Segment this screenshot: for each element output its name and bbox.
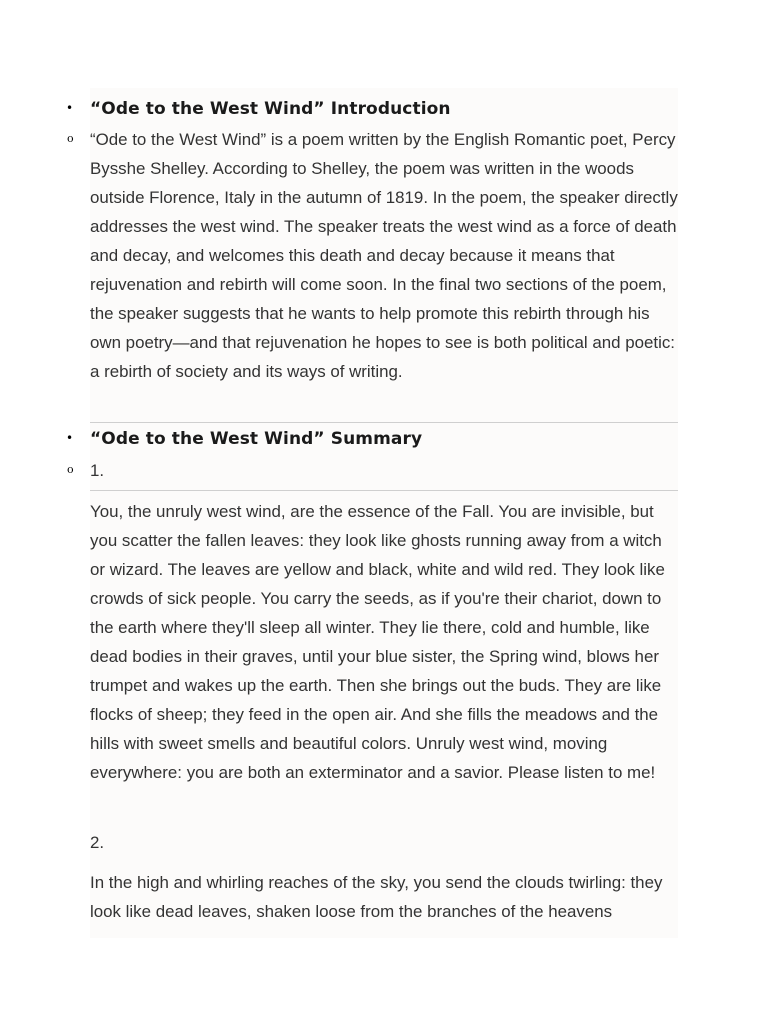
section-heading-introduction: “Ode to the West Wind” Introduction (90, 99, 451, 119)
bullet-icon: • (66, 101, 74, 115)
sub-bullet-icon: o (67, 132, 74, 145)
section-heading-summary: “Ode to the West Wind” Summary (90, 429, 423, 449)
bullet-icon: • (66, 431, 74, 445)
summary-part-2-paragraph: In the high and whirling reaches of the sky, you send the clouds twirling: they look like dead leaves, shaken loose from the branches of the heavens (90, 873, 663, 921)
introduction-paragraph: “Ode to the West Wind” is a poem written by the English Romantic poet, Percy Bysshe Shelley. According to Shelley, the poem was written in the woods outside Florence, Italy in the autumn of 1819. In the poem, the speaker directly addresses the west wind. The speaker treats the west wind as a force of death and decay, and welcomes this death and decay because it means that rejuvenation and rebirth will come soon. In the final two sections of the poem, the speaker suggests that he wants to help promote this rebirth through his own poetry—and that rejuvenation he hopes to see is both political and poetic: a rebirth of society and its ways of writing. (90, 130, 678, 381)
summary-divider (90, 490, 678, 491)
summary-part-2-number: 2. (90, 833, 105, 852)
summary-part-1-number: 1. (90, 461, 105, 480)
summary-part-1-paragraph: You, the unruly west wind, are the essence of the Fall. You are invisible, but you scatter the fallen leaves: they look like ghosts running away from a witch or wizard. The leaves are yellow and black, white and wild red. They look like crowds of sick people. You carry the seeds, as if you're their chariot, down to the earth where they'll sleep all winter. They lie there, cold and humble, like dead bodies in their graves, until your blue sister, the Spring wind, blows her trumpet and wakes up the earth. Then she brings out the buds. They are like flocks of sheep; they feed in the open air. And she fills the meadows and the hills with sweet smells and beautiful colors. Unruly west wind, moving everywhere: you are both an exterminator and a savior. Please listen to me! (90, 502, 665, 782)
sub-bullet-icon: o (67, 463, 74, 476)
section-divider (90, 422, 678, 423)
